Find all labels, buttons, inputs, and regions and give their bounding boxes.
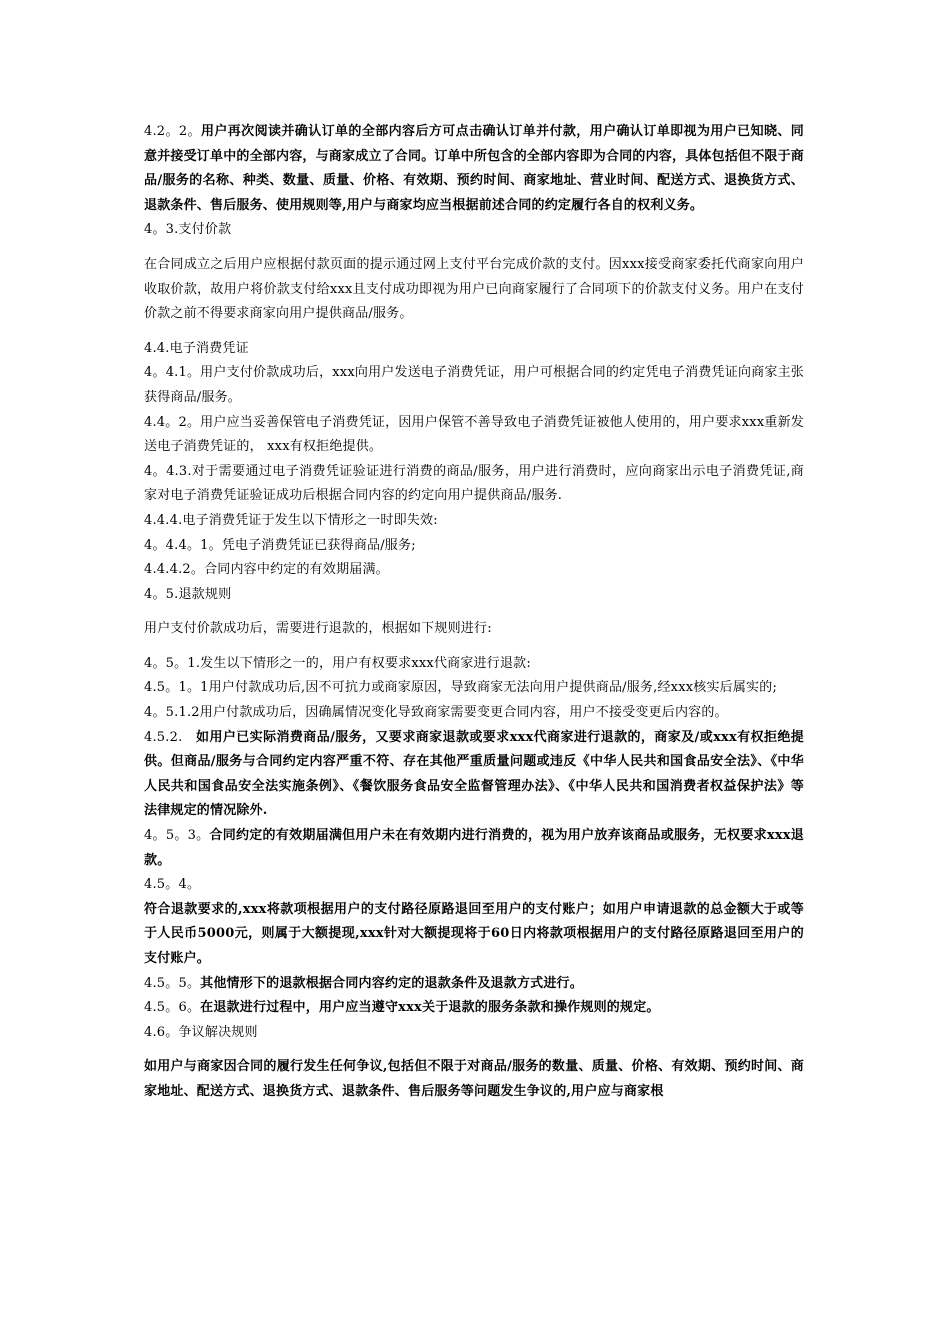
clause-number: 4.2。2。 bbox=[144, 124, 201, 139]
heading-4-3: 4。3.支付价款 bbox=[144, 222, 232, 238]
document-body bbox=[144, 120, 804, 1105]
clause-text: 如用户已实际消费商品/服务，又要求商家退款或要求xxx代商家进行退款的，商家及/或xxx有权拒绝提供。但商品/服务与合同约定内容严重不符、存在其他严重质量问题或违反《中华人民共和国食品安全法》、《中华人民共和国食品安全法实施条例》、《餐饮服务食品安全监督管理办法》、《中华人民共和国消费者权益保护法》等法律规定的情况除外. bbox=[144, 729, 804, 819]
heading-4-5: 4。5.退款规则 bbox=[144, 586, 232, 602]
paragraph-4-4-4-2: 4.4.4.2。合同内容中约定的有效期届满。 bbox=[144, 562, 389, 578]
paragraph-4-5-6 bbox=[144, 996, 804, 1021]
paragraph-4-4-2: 4.4。2。用户应当妥善保管电子消费凭证，因用户保管不善导致电子消费凭证被他人使用的，用户要求xxx重新发送电子消费凭证的， xxx有权拒绝提供。 bbox=[144, 414, 804, 455]
paragraph-4-5-4-number: 4.5。4。 bbox=[144, 877, 201, 893]
paragraph-4-4-4: 4.4.4.电子消费凭证于发生以下情形之一时即失效: bbox=[144, 512, 438, 528]
paragraph-4-5-1-2: 4。5.1.2用户付款成功后，因确属情况变化导致商家需要变更合同内容，用户不接受变更后内容的。 bbox=[144, 705, 728, 721]
paragraph-4-5-1: 4。5。1.发生以下情形之一的，用户有权要求xxx代商家进行退款: bbox=[144, 655, 531, 671]
paragraph-payment: 在合同成立之后用户应根据付款页面的提示通过网上支付平台完成价款的支付。因xxx接受商家委托代商家向用户收取价款，故用户将价款支付给xxx且支付成功即视为用户已向商家履行了合同项下的价款支付义务。用户在支付价款之前不得要求商家向用户提供商品/服务。 bbox=[144, 256, 804, 322]
heading-4-6: 4.6。争议解决规则 bbox=[144, 1024, 258, 1040]
paragraph-4-4-1: 4。4.1。用户支付价款成功后，xxx向用户发送电子消费凭证，用户可根据合同的约定凭电子消费凭证向商家主张获得商品/服务。 bbox=[144, 365, 804, 405]
paragraph-4-5-5 bbox=[144, 972, 804, 997]
paragraph-4-4-3: 4。4.3.对于需要通过电子消费凭证验证进行消费的商品/服务，用户进行消费时，应向商家出示电子消费凭证,商家对电子消费凭证验证成功后根据合同内容的约定向用户提供商品/服务. bbox=[144, 463, 804, 504]
clause-text: 合同约定的有效期届满但用户未在有效期内进行消费的，视为用户放弃该商品或服务，无权要求xxx退款。 bbox=[144, 828, 805, 868]
clause-text: 在退款进行过程中，用户应当遵守xxx关于退款的服务条款和操作规则的规定。 bbox=[200, 1000, 660, 1016]
clause-text: 其他情形下的退款根据合同内容约定的退款条件及退款方式进行。 bbox=[200, 975, 583, 991]
paragraph-4-5-1-1: 4.5。1。1用户付款成功后,因不可抗力或商家原因，导致商家无法向用户提供商品/服务,经xxx核实后属实的; bbox=[144, 680, 778, 696]
heading-4-4: 4.4.电子消费凭证 bbox=[144, 340, 249, 356]
paragraph-4-4-4-1: 4。4.4。1。凭电子消费凭证已获得商品/服务; bbox=[144, 537, 416, 553]
clause-number: 4.5.2. bbox=[144, 729, 183, 745]
paragraph-dispute: 如用户与商家因合同的履行发生任何争议,包括但不限于对商品/服务的数量、质量、价格、有效期、预约时间、商家地址、配送方式、退换货方式、退款条件、售后服务等问题发生争议的,用户应与商家根 bbox=[144, 1059, 804, 1099]
paragraph-refund-intro: 用户支付价款成功后，需要进行退款的，根据如下规则进行: bbox=[144, 621, 492, 637]
paragraph-4-5-2 bbox=[144, 726, 804, 824]
clause-number: 4.5。5。 bbox=[144, 975, 201, 991]
paragraph-4-5-4-text: 符合退款要求的,xxx将款项根据用户的支付路径原路退回至用户的支付账户；如用户申请退款的总金额大于或等于人民币5000元，则属于大额提现,xxx针对大额提现将于60日内将款项根据用户的支付路径原路退回至用户的支付账户。 bbox=[144, 901, 804, 966]
clause-number: 4.5。6。 bbox=[144, 1000, 201, 1016]
clause-number: 4。5。3。 bbox=[144, 828, 210, 844]
paragraph-4-5-3 bbox=[144, 824, 804, 873]
clause-text: 用户再次阅读并确认订单的全部内容后方可点击确认订单并付款，用户确认订单即视为用户已知晓、同意并接受订单中的全部内容，与商家成立了合同。订单中所包含的全部内容即为合同的内容，具体包括但不限于商品/服务的名称、种类、数量、质量、价格、有效期、预约时间、商家地址、营业时间、配送方式、退换货方式、退款条件、售后服务、使用规则等,用户与商家均应当根据前述合同的约定履行各自的权利义务。 bbox=[144, 124, 805, 213]
paragraph-4-2-2 bbox=[144, 120, 804, 218]
